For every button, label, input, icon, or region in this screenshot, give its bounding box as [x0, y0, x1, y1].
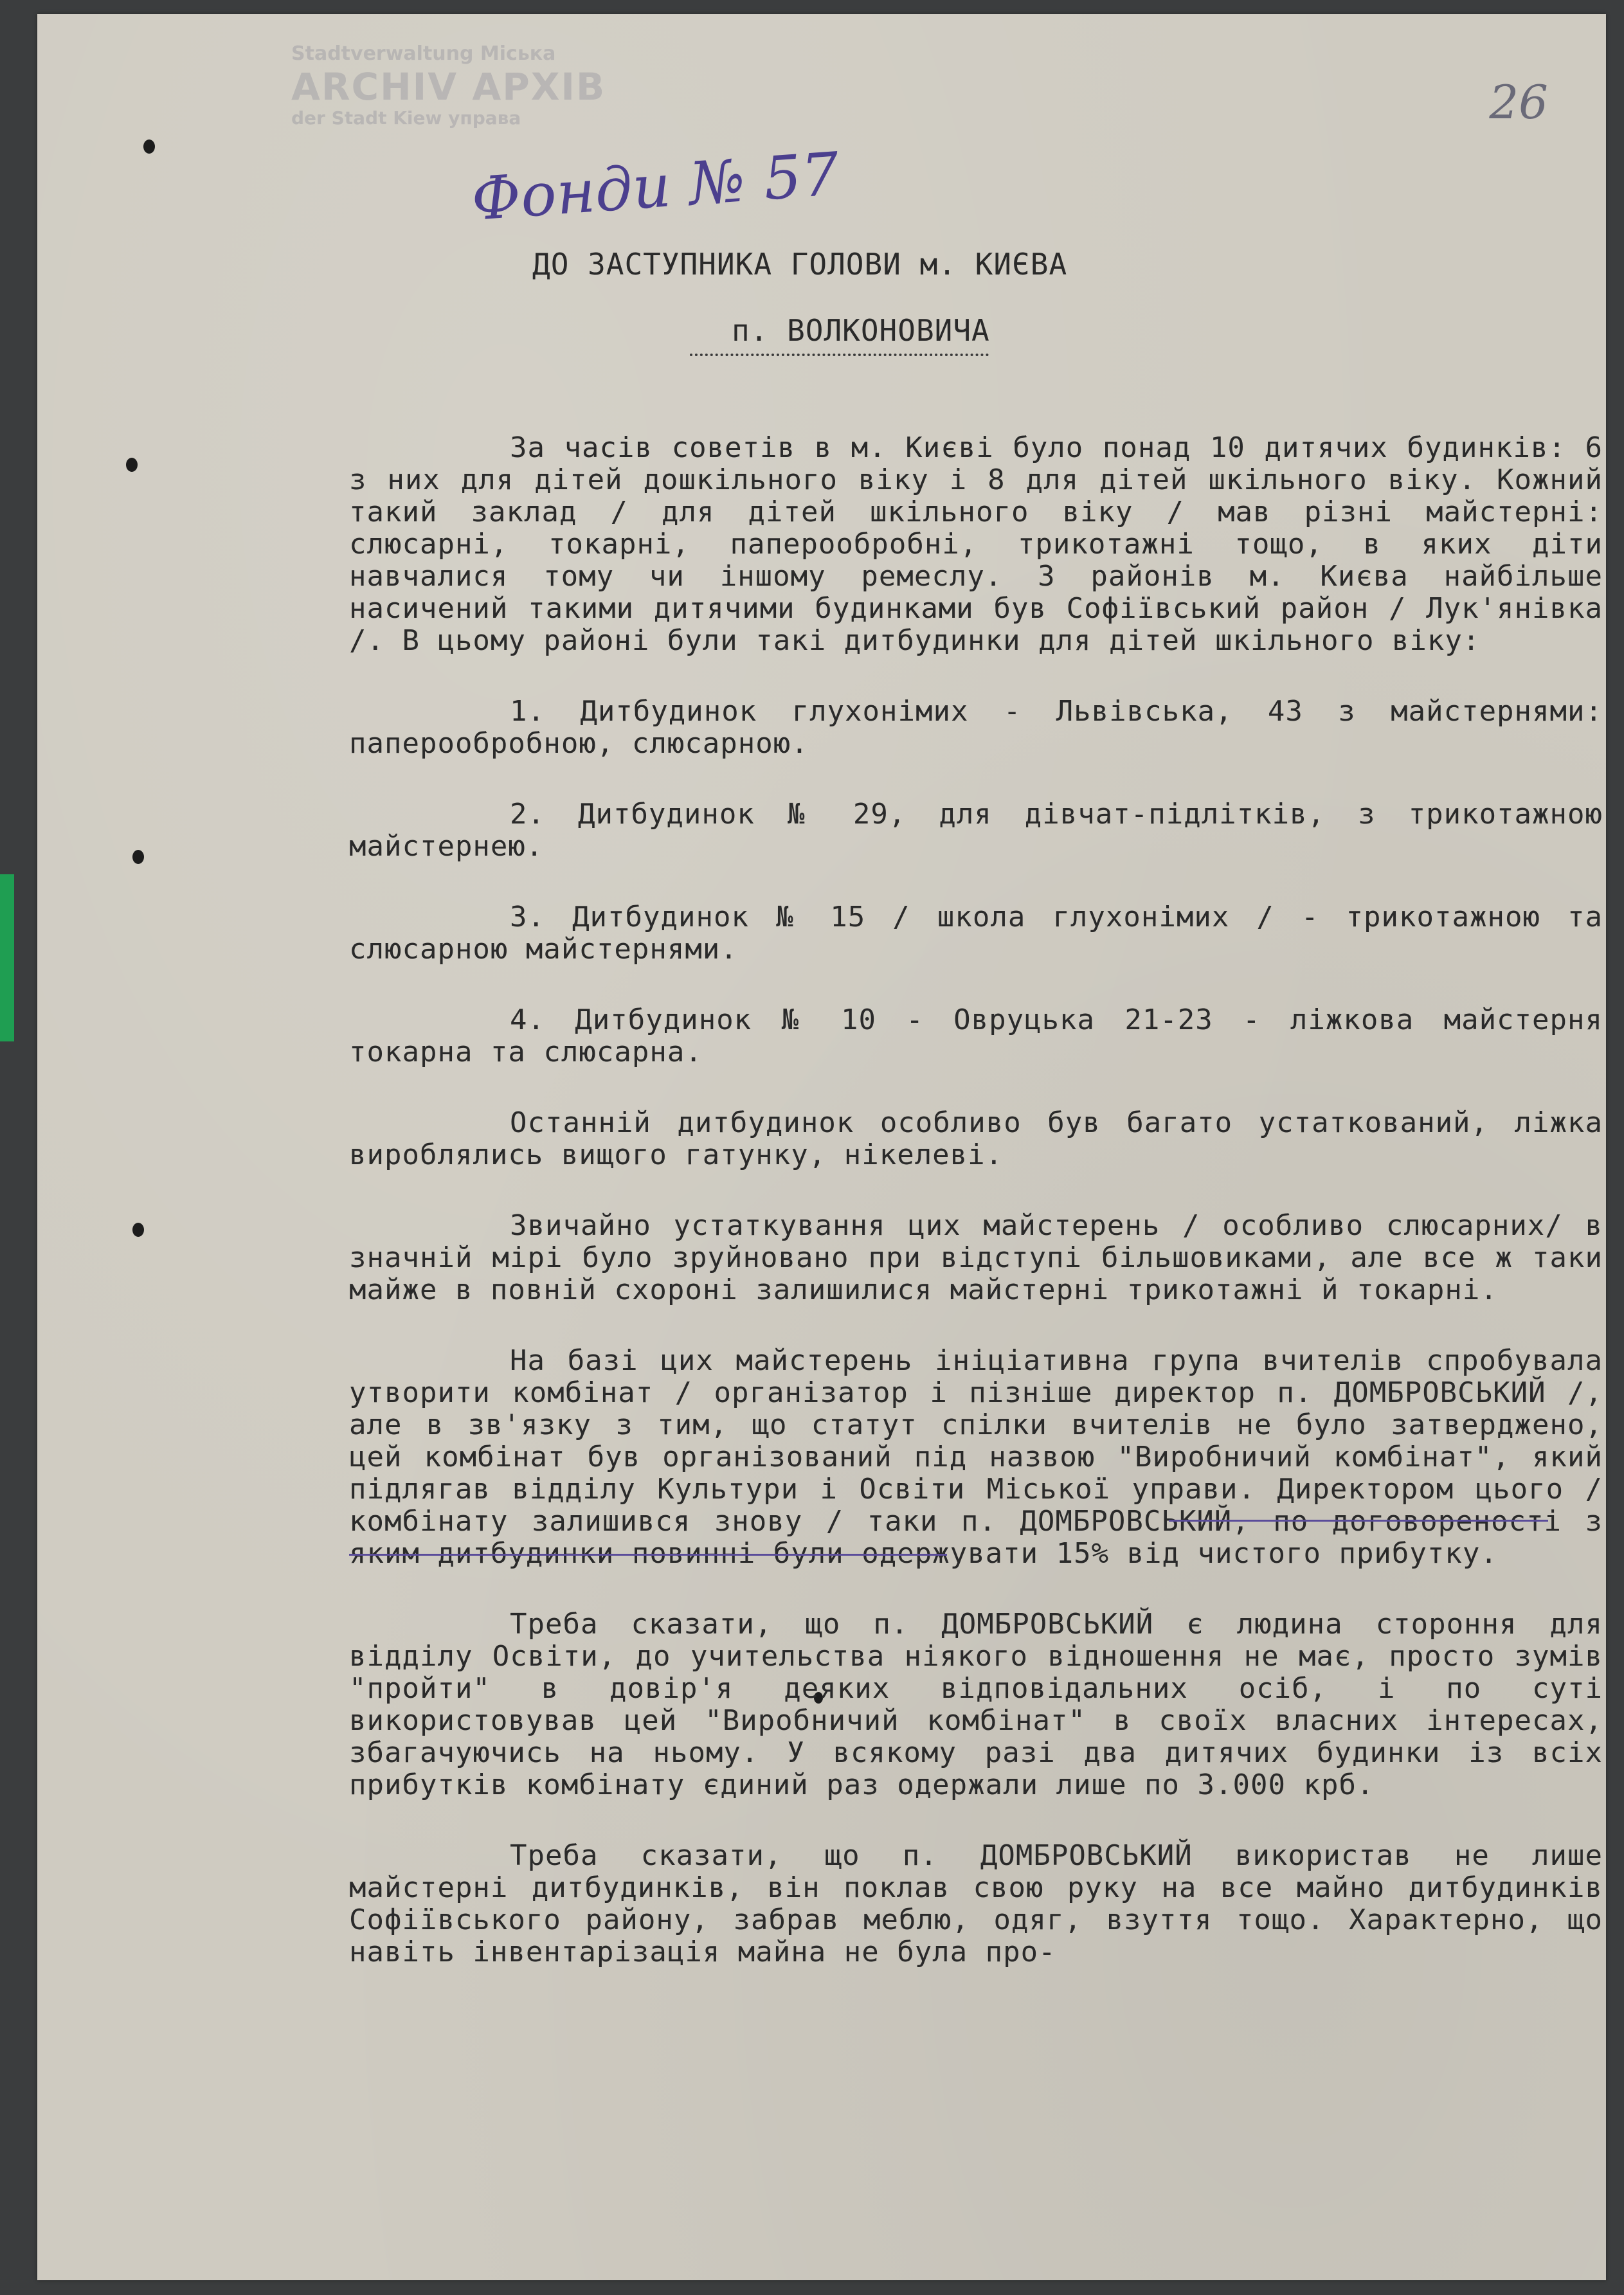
document-page: [37, 14, 1606, 2280]
ink-underline: [349, 1554, 947, 1556]
list-item-3: 3. Дитбудинок № 15 / школа глухонімих / - трикотажною та слюсарною майстернями.: [349, 901, 1603, 966]
punch-hole-mark: [132, 850, 144, 864]
stamp-line-3: der Stadt Kiew управа: [291, 107, 521, 129]
list-item-1: 1. Дитбудинок глухонімих - Львівська, 43 з майстернями: паперообробною, слюсарною.: [349, 695, 1603, 760]
punch-hole-mark: [132, 1223, 144, 1237]
punch-hole-mark: [126, 458, 138, 472]
paragraph-last-home: Останній дитбудинок особливо був багато устаткований, ліжка вироблялись вищого гатунку, нікелеві.: [349, 1106, 1603, 1171]
document-body: [349, 432, 1603, 1968]
heading-addressee: ДО ЗАСТУПНИКА ГОЛОВИ м. КИЄВА: [532, 247, 1068, 282]
handwritten-annotation: Фонди № 57: [469, 140, 842, 234]
heading-name: п. ВОЛКОНОВИЧА: [732, 313, 990, 348]
list-item-2: 2. Дитбудинок № 29, для дівчат-підлітків, з трикотажною майстернею.: [349, 798, 1603, 863]
ink-underline: [1169, 1520, 1548, 1522]
paragraph-combine: На базі цих майстерень ініціативна група вчителів спробувала утворити комбінат / організатор і пізніше директор п. ДОМБРОВСЬКИЙ /, але в зв'язку з тим, що статут спілки вчителів не було затверджено, цей комбінат був організований під назвою "Виробничий комбінат", який підлягав відділу Культури і Освіти Міської управи. Директором цього / комбінату залишився знову / таки п. ДОМБРОВСЬКИЙ, по договореності з яким дитбудинки повинні були одержувати 15% від чистого прибутку.: [349, 1344, 1603, 1570]
folio-number: 26: [1489, 75, 1548, 129]
paragraph-dombrovsky: Треба сказати, що п. ДОМБРОВСЬКИЙ є людина стороння для відділу Освіти, до учительства ніякого відношення не має, просто зумів "пройти" в довір'я деяких відповідальних осіб, і по суті використовував цей "Виробничий комбінат" в своїх власних інтересах, збагачуючись на ньому. У всякому разі два дитячих будинки із всіх прибутків комбінату єдиний раз одержали лише по 3.000 крб.: [349, 1608, 1603, 1801]
binding-tab: [0, 874, 14, 1041]
paragraph-intro: За часів советів в м. Києві було понад 10 дитячих будинків: 6 з них для дітей дошкільного віку і 8 для дітей шкільного віку. Кожний такий заклад / для дітей шкільного віку / мав різні майстерні: слюсарні, токарні, паперообробні, трикотажні тощо, в яких діти навчалися тому чи іншому ремеслу. З районів м. Києва найбільше насичений такими дитячими будинками був Софіївський район / Лук'янівка /. В цьому районі були такі дитбудинки для дітей шкільного віку:: [349, 431, 1603, 657]
punch-hole-mark: [143, 140, 155, 154]
list-item-4: 4. Дитбудинок № 10 - Овруцька 21-23 - ліжкова майстерня токарна та слюсарна.: [349, 1004, 1603, 1068]
stamp-line-1: Stadtverwaltung Міська: [291, 42, 556, 65]
paragraph-equipment: Звичайно устаткування цих майстерень / особливо слюсарних/ в значній мірі було зруйновано при відступі більшовиками, але все ж таки майже в повній схороні залишилися майстерні трикотажні й токарні.: [349, 1209, 1603, 1306]
paragraph-property: Треба сказати, що п. ДОМБРОВСЬКИЙ використав не лише майстерні дитбудинків, він поклав свою руку на все майно дитбудинків Софіївського району, забрав меблю, одяг, взуття тощо. Характерно, що навіть інвентарізація майна не була про-: [349, 1839, 1603, 1968]
heading-dotted-rule: [690, 354, 989, 356]
stamp-line-2: ARCHIV АРХІВ: [291, 64, 606, 109]
